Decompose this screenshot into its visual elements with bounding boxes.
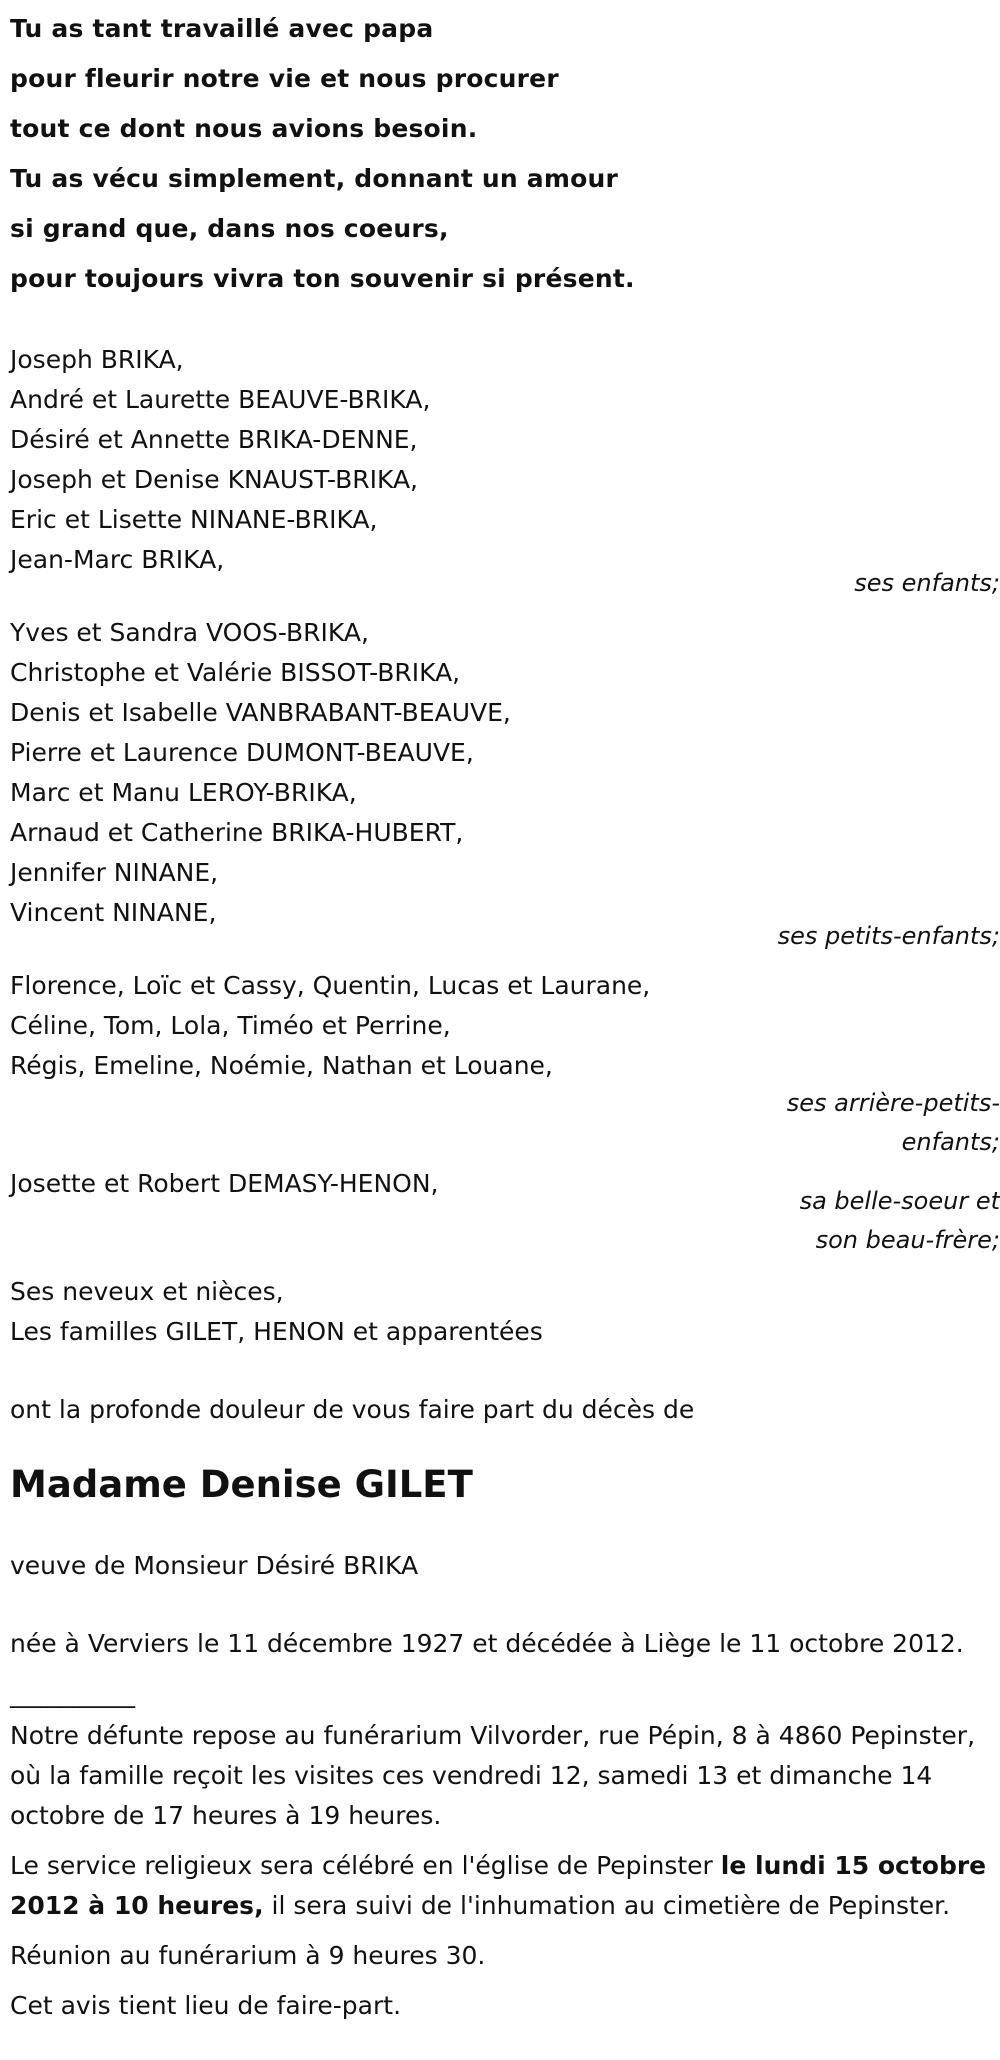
family-name-line: Marc et Manu LEROY-BRIKA, <box>10 778 357 807</box>
others-group <box>10 1272 988 1352</box>
family-name-line: Ses neveux et nièces, <box>10 1277 284 1306</box>
family-name-line: Joseph BRIKA, <box>10 345 184 374</box>
reunion-paragraph: Réunion au funérarium à 9 heures 30. <box>10 1941 486 1970</box>
grandchildren-group <box>10 613 1000 956</box>
visitation-paragraph: Notre défunte repose au funérarium Vilvorder, rue Pépin, 8 à 4860 Pepinster, où la famille reçoit les visites ces vendredi 12, samedi 13 et dimanche 14 octobre de 17 heures à 19 heures. <box>10 1721 976 1830</box>
family-name-line: André et Laurette BEAUVE-BRIKA, <box>10 385 431 414</box>
family-name-line: Eric et Lisette NINANE-BRIKA, <box>10 505 378 534</box>
poem-line: Tu as tant travaillé avec papa <box>10 14 434 43</box>
widow-of: veuve de Monsieur Désiré BRIKA <box>10 1551 419 1580</box>
service-date: le lundi 15 octobre 2012 à 10 heures, <box>10 1851 987 1920</box>
family-name-line: Jennifer NINANE, <box>10 858 219 887</box>
death-notice <box>0 4 1000 2060</box>
family-name-line: Christophe et Valérie BISSOT-BRIKA, <box>10 658 461 687</box>
family-name-line: Josette et Robert DEMASY-HENON, <box>10 1169 439 1198</box>
family-name-line: Florence, Loïc et Cassy, Quentin, Lucas et Laurane, <box>10 971 651 1000</box>
notice-paragraph: Cet avis tient lieu de faire-part. <box>10 1991 402 2020</box>
poem-line: pour fleurir notre vie et nous procurer <box>10 64 559 93</box>
family-name-line: Pierre et Laurence DUMONT-BEAUVE, <box>10 738 474 767</box>
children-group <box>10 340 1000 603</box>
in-laws-group <box>10 1164 1000 1260</box>
poem-line: si grand que, dans nos coeurs, <box>10 214 449 243</box>
service-paragraph <box>10 1846 990 1926</box>
great-grandchildren-group <box>10 966 1000 1162</box>
relation-label: sa belle-soeur et <box>799 1187 1000 1215</box>
service-suffix: il sera suivi de l'inhumation au cimetière de Pepinster. <box>263 1891 951 1920</box>
relation-label: ses arrière-petits- <box>786 1089 1000 1117</box>
family-name-line: Vincent NINANE, <box>10 898 217 927</box>
family-name-line: Jean-Marc BRIKA, <box>10 545 225 574</box>
relation-label: son beau-frère; <box>815 1226 1000 1254</box>
family-name-line: Les familles GILET, HENON et apparentées <box>10 1317 543 1346</box>
deceased-name: Madame Denise GILET <box>10 1463 473 1506</box>
family-name-line: Yves et Sandra VOOS-BRIKA, <box>10 618 369 647</box>
separator-line: __________ <box>10 1679 135 1708</box>
family-name-line: Régis, Emeline, Noémie, Nathan et Louane, <box>10 1051 553 1080</box>
family-name-line: Désiré et Annette BRIKA-DENNE, <box>10 425 418 454</box>
family-name-line: Arnaud et Catherine BRIKA-HUBERT, <box>10 818 464 847</box>
service-prefix: Le service religieux sera célébré en l'église de Pepinster <box>10 1851 721 1880</box>
family-name-line: Joseph et Denise KNAUST-BRIKA, <box>10 465 419 494</box>
family-name-line: Céline, Tom, Lola, Timéo et Perrine, <box>10 1011 451 1040</box>
relation-label: ses petits-enfants; <box>777 922 1000 950</box>
relation-label: ses enfants; <box>854 569 1000 597</box>
family-name-line: Denis et Isabelle VANBRABANT-BEAUVE, <box>10 698 511 727</box>
announcement-statement: ont la profonde douleur de vous faire part du décès de <box>10 1395 695 1424</box>
poem-line: pour toujours vivra ton souvenir si présent. <box>10 264 635 293</box>
birth-death-dates: née à Verviers le 11 décembre 1927 et décédée à Liège le 11 octobre 2012. <box>10 1629 964 1658</box>
relation-label: enfants; <box>901 1128 1000 1156</box>
poem-line: Tu as vécu simplement, donnant un amour <box>10 164 619 193</box>
poem-line: tout ce dont nous avions besoin. <box>10 114 478 143</box>
poem <box>10 4 988 304</box>
